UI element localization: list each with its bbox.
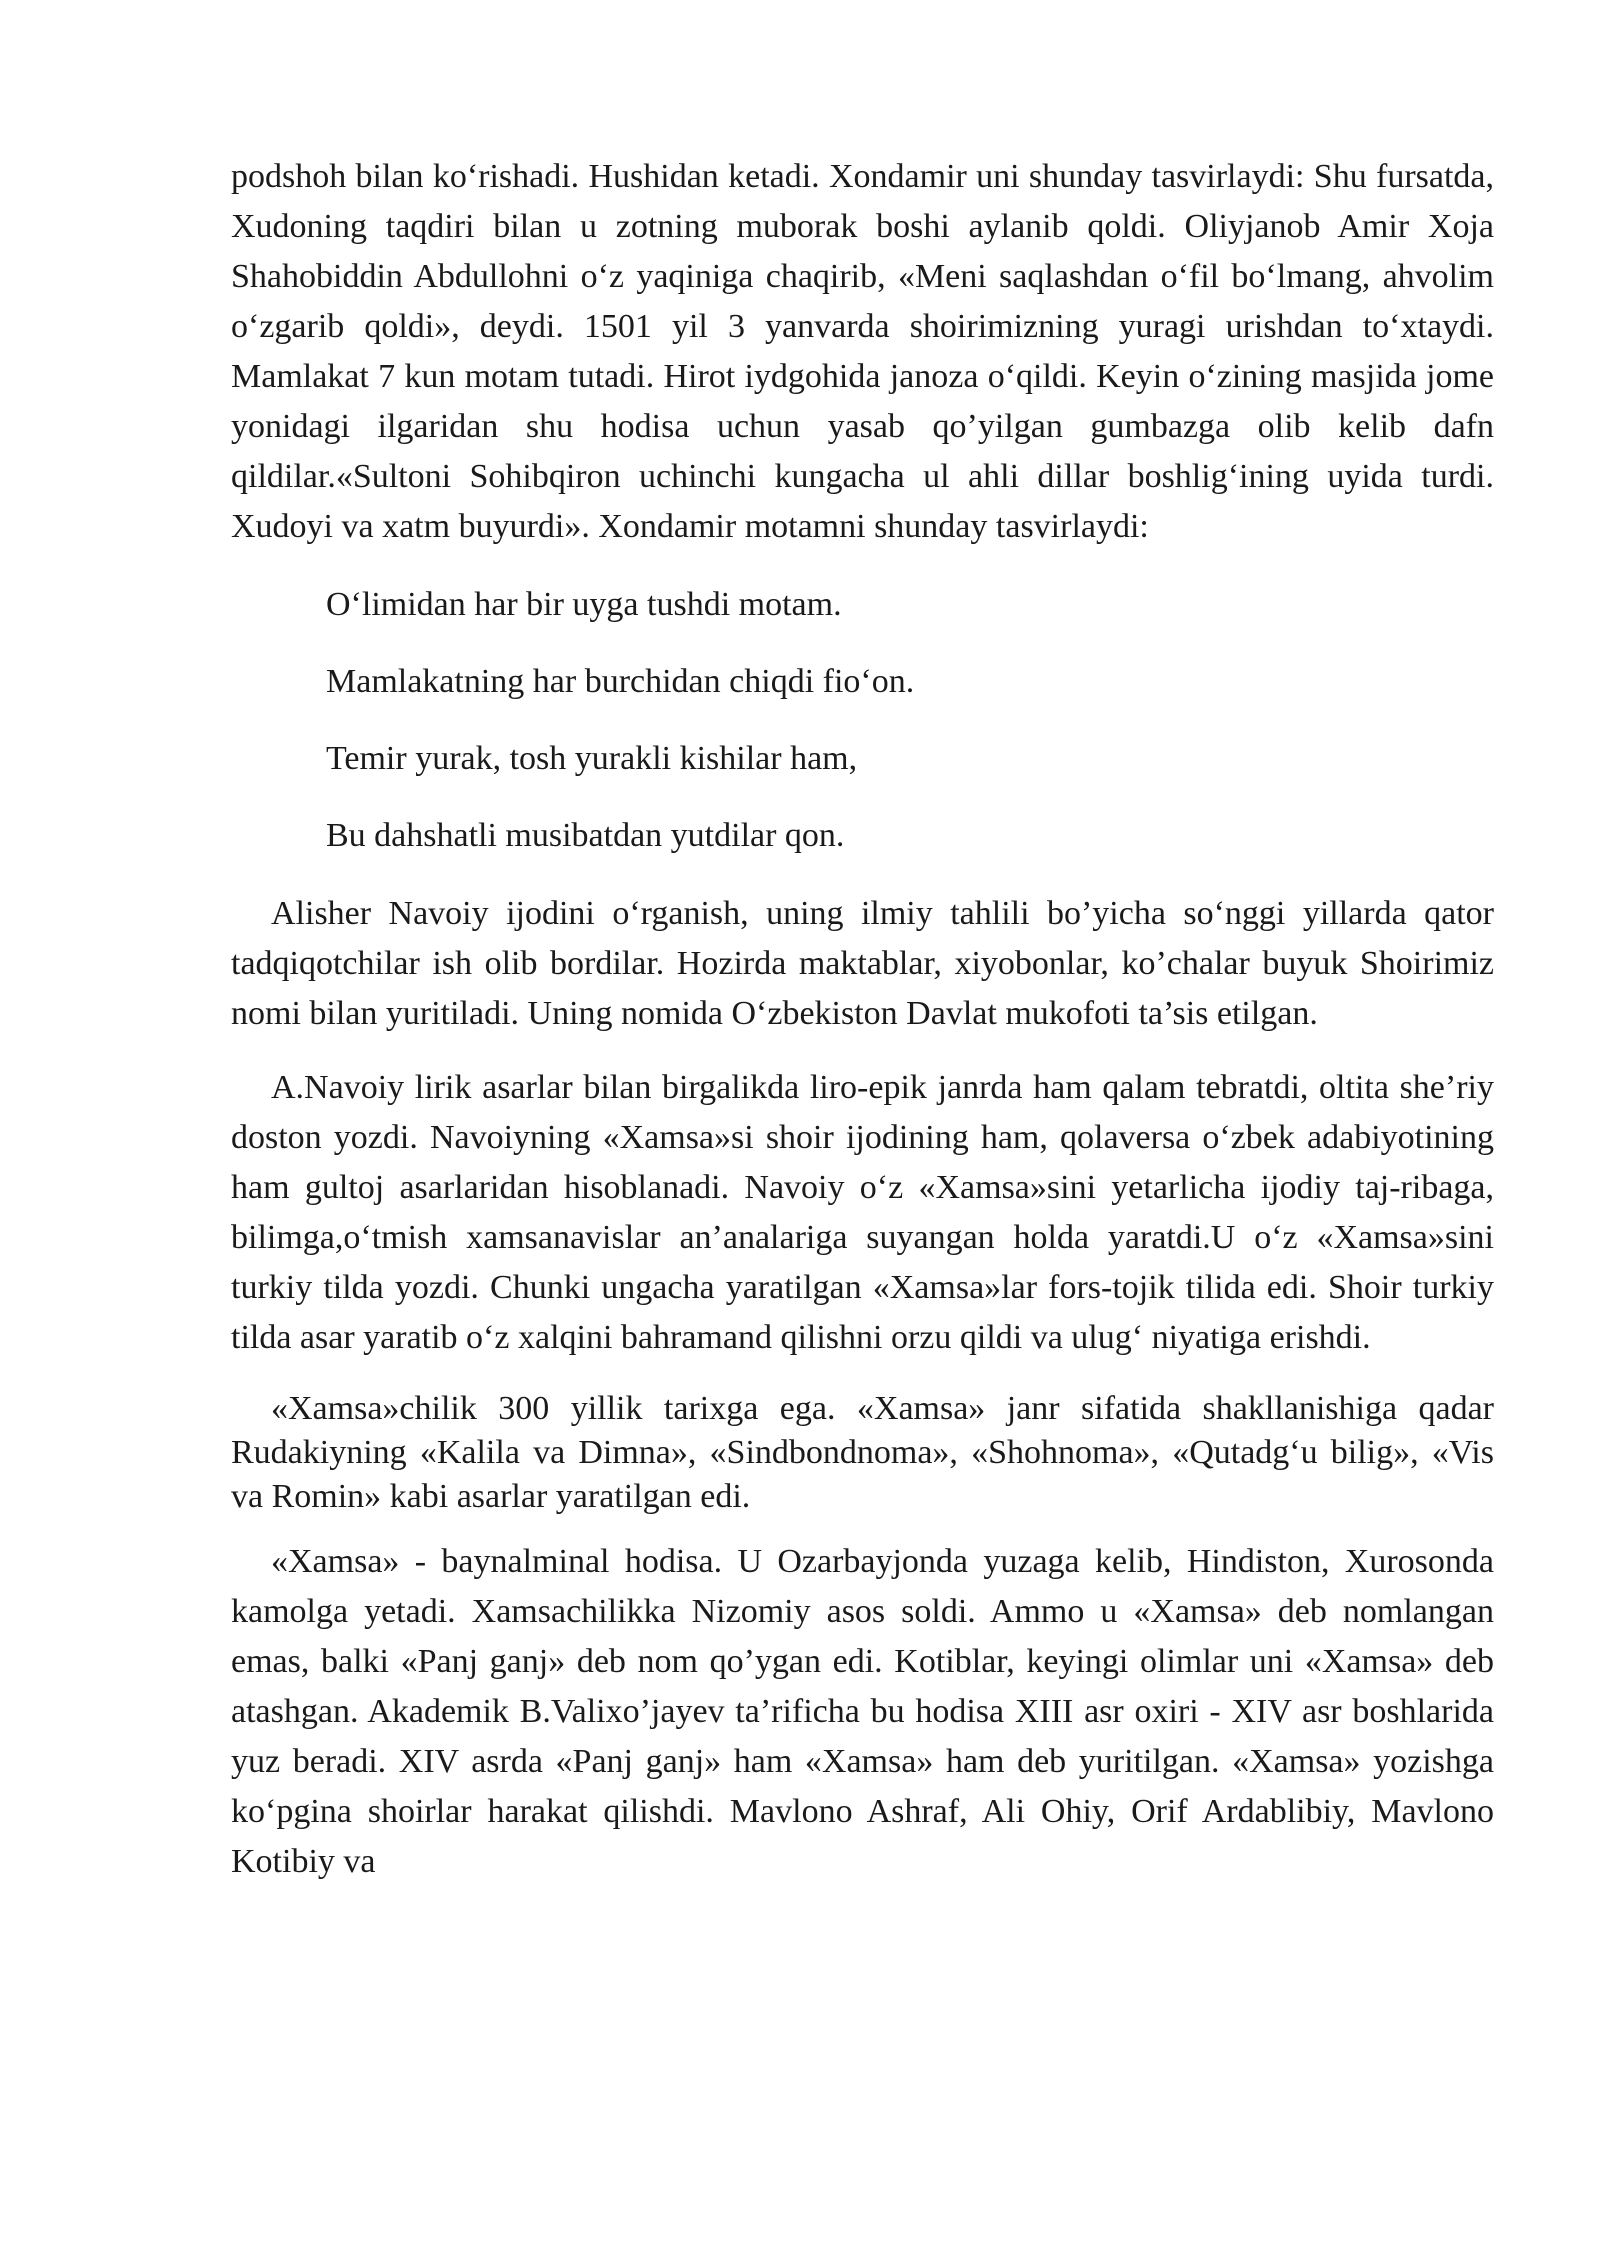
verse-line: O‘limidan har bir uyga tushdi motam. <box>326 586 842 623</box>
verse-line: Temir yurak, tosh yurakli kishilar ham, <box>326 740 858 777</box>
paragraph-xamsa-international: «Xamsa» - baynalminal hodisa. U Ozarbayjonda yuzaga kelib, Hindiston, Xurosonda kamolga yetadi. Xamsachilikka Nizomiy asos soldi. Ammo u «Xamsa» deb nomlangan emas, balki «Panj ganj» deb nom qo’ygan edi. Kotiblar, keyingi olimlar uni «Xamsa» deb atashgan. Akademik B.Valixo’jayev ta’rificha bu hodisa XIII asr oxiri - XIV asr boshlarida yuz beradi. XIV asrda «Panj ganj» ham «Xamsa» ham deb yuritilgan. «Xamsa» yozishga ko‘pgina shoirlar harakat qilishdi. Mavlono Ashraf, Ali Ohiy, Orif Ardablibiy, Mavlono Kotibiy va <box>231 1543 1494 1880</box>
verse-line: Mamlakatning har burchidan chiqdi fio‘on. <box>326 663 915 700</box>
document-page <box>231 152 1494 1887</box>
paragraph-xondamir-account: podshoh bilan ko‘rishadi. Hushidan ketadi. Xondamir uni shunday tasvirlaydi: Shu fursatda, Xudoning taqdiri bilan u zotning muborak boshi aylanib qoldi. Oliyjanob Amir Xoja Shahobiddin Abdullohni o‘z yaqiniga chaqirib, «Meni saqlashdan o‘fil bo‘lmang, ahvolim o‘zgarib qoldi», deydi. 1501 yil 3 yanvarda shoirimizning yuragi urishdan to‘xtaydi. Mamlakat 7 kun motam tutadi. Hirot iydgohida janoza o‘qildi. Keyin o‘zining masjida jome yonidagi ilgaridan shu hodisa uchun yasab qo’yilgan gumbazga olib kelib dafn qildilar.«Sultoni Sohibqiron uchinchi kungacha ul ahli dillar boshlig‘ining uyida turdi. Xudoyi va xatm buyurdi». Xondamir motamni shunday tasvirlaydi: <box>231 158 1494 545</box>
verse-block <box>231 580 1494 861</box>
paragraph-xamsa-history: «Xamsa»chilik 300 yillik tarixga ega. «Xamsa» janr sifatida shakllanishiga qadar Rudakiyning «Kalila va Dimna», «Sindbondnoma», «Shohnoma», «Qutadg‘u bilig», «Vis va Romin» kabi asarlar yaratilgan edi. <box>231 1390 1494 1515</box>
paragraph-navoiy-research: Alisher Navoiy ijodini o‘rganish, uning ilmiy tahlili bo’yicha so‘nggi yillarda qator tadqiqotchilar ish olib bordilar. Hozirda maktablar, xiyobonlar, ko’chalar buyuk Shoirimiz nomi bilan yuritiladi. Uning nomida O‘zbekiston Davlat mukofoti ta’sis etilgan. <box>231 895 1494 1032</box>
paragraph-xamsa-creation: A.Navoiy lirik asarlar bilan birgalikda liro-epik janrda ham qalam tebratdi, oltita she’riy doston yozdi. Navoiyning «Xamsa»si shoir ijodining ham, qolaversa o‘zbek adabiyotining ham gultoj asarlaridan hisoblanadi. Navoiy o‘z «Xamsa»sini yetarlicha ijodiy taj-ribaga, bilimga,o‘tmish xamsanavislar an’analariga suyangan holda yaratdi.U o‘z «Xamsa»sini turkiy tilda yozdi. Chunki ungacha yaratilgan «Xamsa»lar fors-tojik tilida edi. Shoir turkiy tilda asar yaratib o‘z xalqini bahramand qilishni orzu qildi va ulug‘ niyatiga erishdi. <box>231 1069 1494 1356</box>
verse-line: Bu dahshatli musibatdan yutdilar qon. <box>326 817 845 854</box>
